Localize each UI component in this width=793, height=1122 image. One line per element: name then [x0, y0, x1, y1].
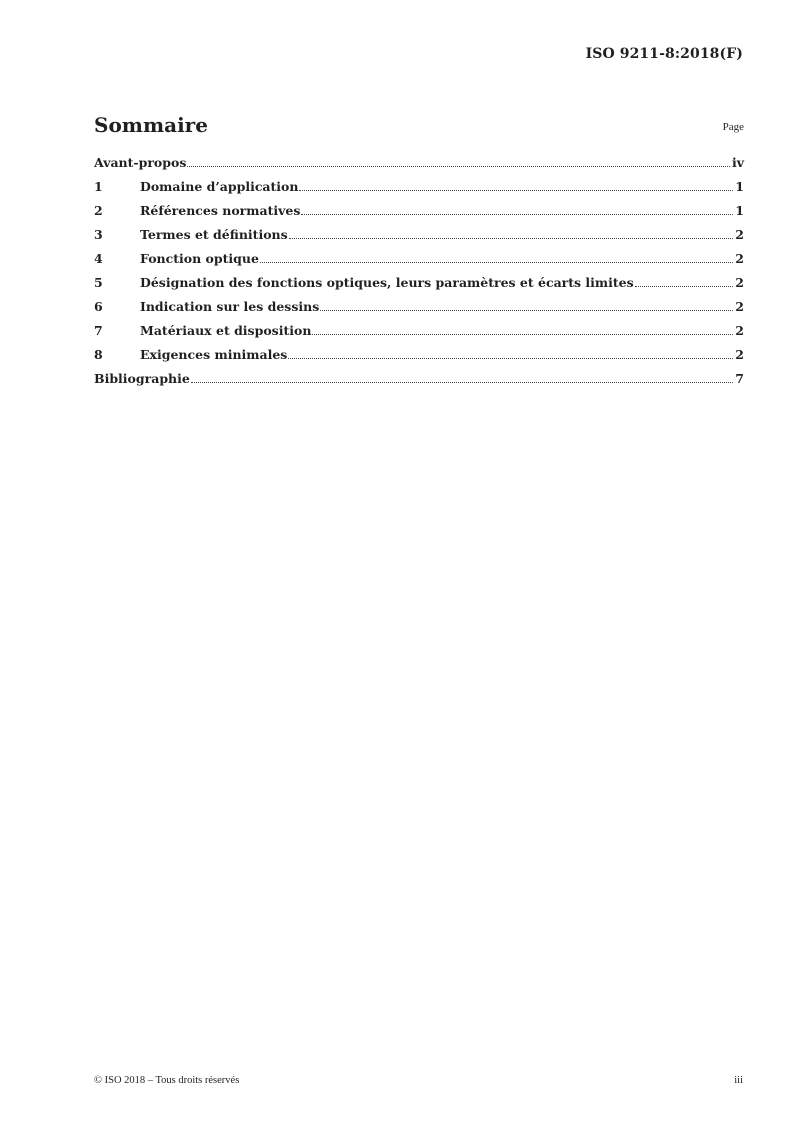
- toc-entry-number: 7: [94, 323, 103, 338]
- toc-entry-page: iv: [731, 155, 744, 170]
- toc-entry-number: 8: [94, 347, 103, 362]
- toc-entry-3[interactable]: [94, 227, 744, 251]
- dot-leader: [288, 358, 733, 359]
- toc-entry-number: 2: [94, 203, 103, 218]
- toc-entry-2[interactable]: [94, 203, 744, 227]
- toc-entry-number: 3: [94, 227, 103, 242]
- toc-entry-text: Fonction optique: [140, 251, 259, 266]
- toc-entry-page: 1: [735, 179, 744, 194]
- toc-entry-bibliographie[interactable]: [94, 371, 744, 395]
- toc-entry-number: 4: [94, 251, 103, 266]
- toc-entry-page: 2: [735, 347, 744, 362]
- page-column-label: Page: [722, 121, 744, 133]
- dot-leader: [301, 214, 733, 215]
- toc-entry-page: 2: [735, 227, 744, 242]
- toc-entry-page: 1: [735, 203, 744, 218]
- toc-entry-text: Avant-propos: [94, 155, 187, 170]
- toc-entry-text: Termes et définitions: [140, 227, 288, 242]
- toc-entry-4[interactable]: [94, 251, 744, 275]
- footer-copyright: © ISO 2018 – Tous droits réservés: [94, 1075, 240, 1086]
- dot-leader: [312, 334, 733, 335]
- document-identifier: ISO 9211-8:2018(F): [585, 46, 743, 62]
- toc-heading-row: [94, 113, 744, 139]
- toc-entry-8[interactable]: [94, 347, 744, 371]
- table-of-contents: [94, 155, 744, 395]
- toc-entry-number: 1: [94, 179, 103, 194]
- toc-entry-number: 6: [94, 299, 103, 314]
- dot-leader: [635, 286, 734, 287]
- toc-entry-text: Matériaux et disposition: [140, 323, 312, 338]
- dot-leader: [299, 190, 733, 191]
- toc-entry-page: 2: [735, 299, 744, 314]
- footer-page-number: iii: [734, 1075, 743, 1086]
- toc-entry-avant-propos[interactable]: [94, 155, 744, 179]
- toc-entry-7[interactable]: [94, 323, 744, 347]
- toc-entry-text: Désignation des fonctions optiques, leurs paramètres et écarts limites: [140, 275, 634, 290]
- toc-entry-text: Bibliographie: [94, 371, 190, 386]
- dot-leader: [191, 382, 733, 383]
- dot-leader: [187, 166, 730, 167]
- dot-leader: [260, 262, 733, 263]
- toc-entry-page: 2: [735, 251, 744, 266]
- toc-entry-text: Exigences minimales: [140, 347, 288, 362]
- toc-entry-1[interactable]: [94, 179, 744, 203]
- toc-entry-number: 5: [94, 275, 103, 290]
- toc-entry-page: 2: [735, 275, 744, 290]
- toc-title: Sommaire: [94, 113, 208, 137]
- dot-leader: [320, 310, 733, 311]
- toc-entry-5[interactable]: [94, 275, 744, 299]
- toc-entry-6[interactable]: [94, 299, 744, 323]
- toc-entry-page: 2: [735, 323, 744, 338]
- toc-entry-page: 7: [735, 371, 744, 386]
- dot-leader: [289, 238, 734, 239]
- toc-entry-text: Domaine d’application: [140, 179, 299, 194]
- toc-entry-text: Références normatives: [140, 203, 301, 218]
- toc-entry-text: Indication sur les dessins: [140, 299, 320, 314]
